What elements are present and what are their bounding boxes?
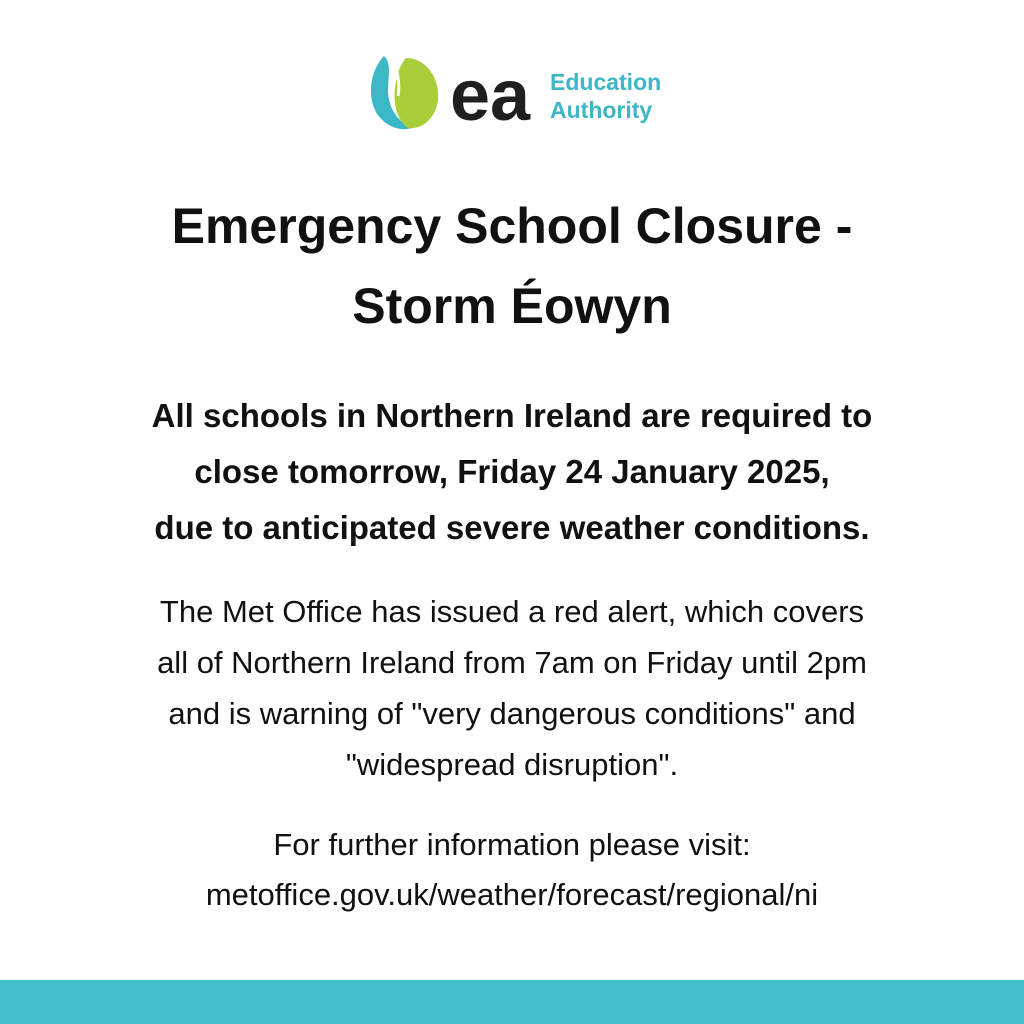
education-authority-logo bbox=[362, 50, 672, 140]
logo-mark-text: ea bbox=[450, 56, 531, 136]
page-title bbox=[0, 186, 1024, 346]
met-office-warning bbox=[0, 586, 1024, 790]
body-line-2: all of Northern Ireland from 7am on Friday until 2pm bbox=[157, 645, 867, 680]
lead-line-3: due to anticipated severe weather conditions. bbox=[154, 509, 870, 546]
leaf-icon bbox=[371, 56, 438, 129]
info-url: metoffice.gov.uk/weather/forecast/regional/ni bbox=[205, 877, 819, 912]
closure-announcement bbox=[0, 388, 1024, 556]
footer-bar bbox=[0, 980, 1024, 1024]
lead-line-2: close tomorrow, Friday 24 January 2025, bbox=[194, 453, 830, 490]
further-information bbox=[0, 820, 1024, 920]
info-label: For further information please visit: bbox=[273, 827, 751, 862]
title-line-1: Emergency School Closure - bbox=[171, 198, 853, 254]
logo-name-line2: Authority bbox=[550, 97, 653, 123]
logo-name-line1: Education bbox=[550, 69, 662, 95]
body-line-4: "widespread disruption". bbox=[345, 747, 679, 782]
body-line-3: and is warning of "very dangerous conditions" and bbox=[168, 696, 856, 731]
lead-line-1: All schools in Northern Ireland are required to bbox=[151, 397, 873, 434]
logo-graphic bbox=[362, 50, 672, 140]
body-line-1: The Met Office has issued a red alert, which covers bbox=[159, 594, 865, 629]
title-line-2: Storm Éowyn bbox=[352, 278, 672, 334]
